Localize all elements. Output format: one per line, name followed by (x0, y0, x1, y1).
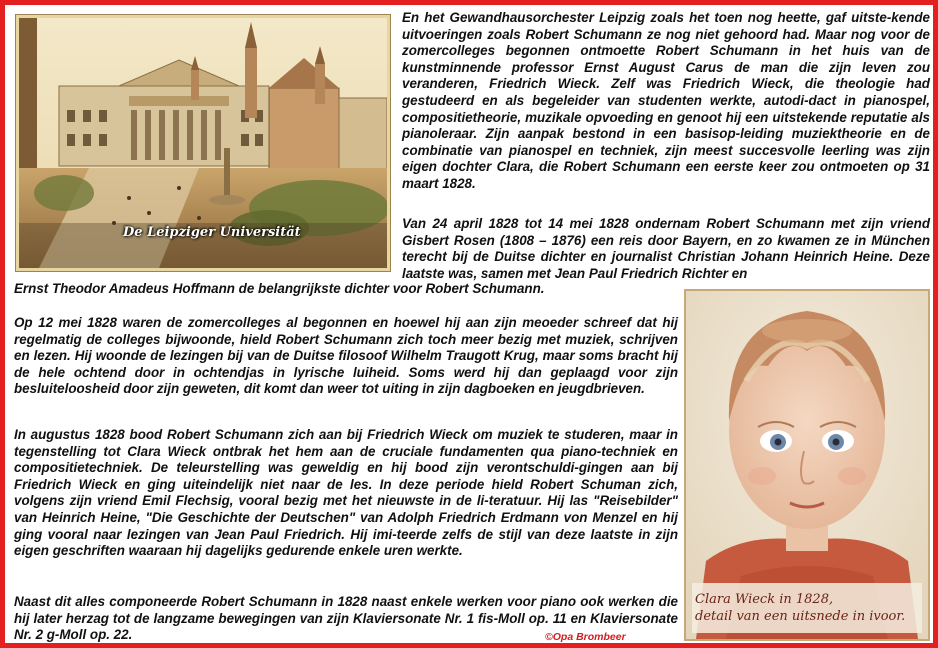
copyright-notice: ©Opa Brombeer (545, 631, 626, 643)
portrait-caption-line1: Clara Wieck in 1828, (695, 592, 834, 607)
paragraph-wieck-lessons: In augustus 1828 bood Robert Schumann zich aan bij Friedrich Wieck om muziek te studeren, maar in tegenstelling tot Clara Wieck ontbrak het hem aan de cruciale fundamenten qua piano-techniek en compositietechniek. De teleurstelling was geweldig en hij bood zijn verontschuldi-gingen aan bij Friedrich Wieck en ging uiteindelijk niet naar de les. In deze periode hield Robert Schuman zich, volgens zijn vriend Emil Flechsig, vooral bezig met het nieuwste in de li-teratuur. Hij las "Reisebilder" van Heinrich Heine, "Die Geschichte der Deutschen" van Adolph Friedrich Erdmann von Menzel en hij ging vooral naar lezingen van Jean Paul Friedrich. Hij imi-teerde zelfs de stijl van deze laatste in zijn eigen geschriften waaraan hij dagelijks gedurende enkele uren werkte. (14, 427, 678, 559)
portrait-illustration (686, 291, 928, 639)
portrait-caption (695, 591, 921, 625)
paragraph-gewandhaus: En het Gewandhausorchester Leipzig zoals het toen nog heette, gaf uitste-kende uitvoeringen zoals Robert Schumann ze nog niet gehoord had. Maar nog voor de zomercolleges begonnen ontmoette Robert Schumann in het huis van de kunstminnende professor Ernst August Carus de man die zijn leven zou veranderen, Friedrich Wieck. Zelf was Friedrich Wieck, die theologie had gestudeerd en als begeleider van studenten werkte, autodi-dact in pianospel, compositietheorie, muzikale opvoeding en genoot hij een uitstekende reputatie als pianoleraar. Zijn aanpak bestond in een basisop-leiding muziektheorie en de combinatie van pianospel en techniek, zijn meest succesvolle leerling was zijn eigen dochter Clara, die Robert Schumann een eerste keer zou ontmoeten op 31 maart 1828. (402, 10, 930, 191)
portrait-image (684, 289, 930, 641)
portrait-caption-line2: detail van een uitsnede in ivoor. (695, 609, 906, 624)
paragraph-journey-continued: Ernst Theodor Amadeus Hoffmann de belangrijkste dichter voor Robert Schumann. (14, 281, 545, 296)
paragraph-compositions: Naast dit alles componeerde Robert Schumann in 1828 naast enkele werken voor piano ook werken die hij later herzag tot de langzame bewegingen van zijn Klaviersonate Nr. 1 fis-Moll op. 11 en Klaviersonate Nr. 2 g-Moll op. 22. (14, 594, 678, 643)
university-caption: De Leipziger Universität (123, 225, 301, 240)
paragraph-summer-colleges: Op 12 mei 1828 waren de zomercolleges al begonnen en hoewel hij aan zijn meoeder schreef dat hij regelmatig de colleges bijwoonde, hield Robert Schumann zich toch meer bezig met muziek, schrijven en lezen. Hij woonde de lezingen bij van de Duitse filosoof Wilhelm Traugott Krug, maar soms bracht hij de hele ochtend door in ochtendjas in lyrische luiheid. Soms werd hij dan geplaagd voor zijn besluiteloosheid door zijn geweten, dit komt dan weer tot uiting in zijn dagboeken en jeugdbrieven. (14, 315, 678, 397)
paragraph-journey: Van 24 april 1828 tot 14 mei 1828 ondernam Robert Schumann met zijn vriend Gisbert Rosen (1808 – 1876) een reis door Bayern, en zo kwamen ze in München terecht bij de Duitse dichter en journalist Christian Johann Heinrich Heine. Deze laatste was, samen met Jean Paul Friedrich Richter en (402, 216, 930, 281)
